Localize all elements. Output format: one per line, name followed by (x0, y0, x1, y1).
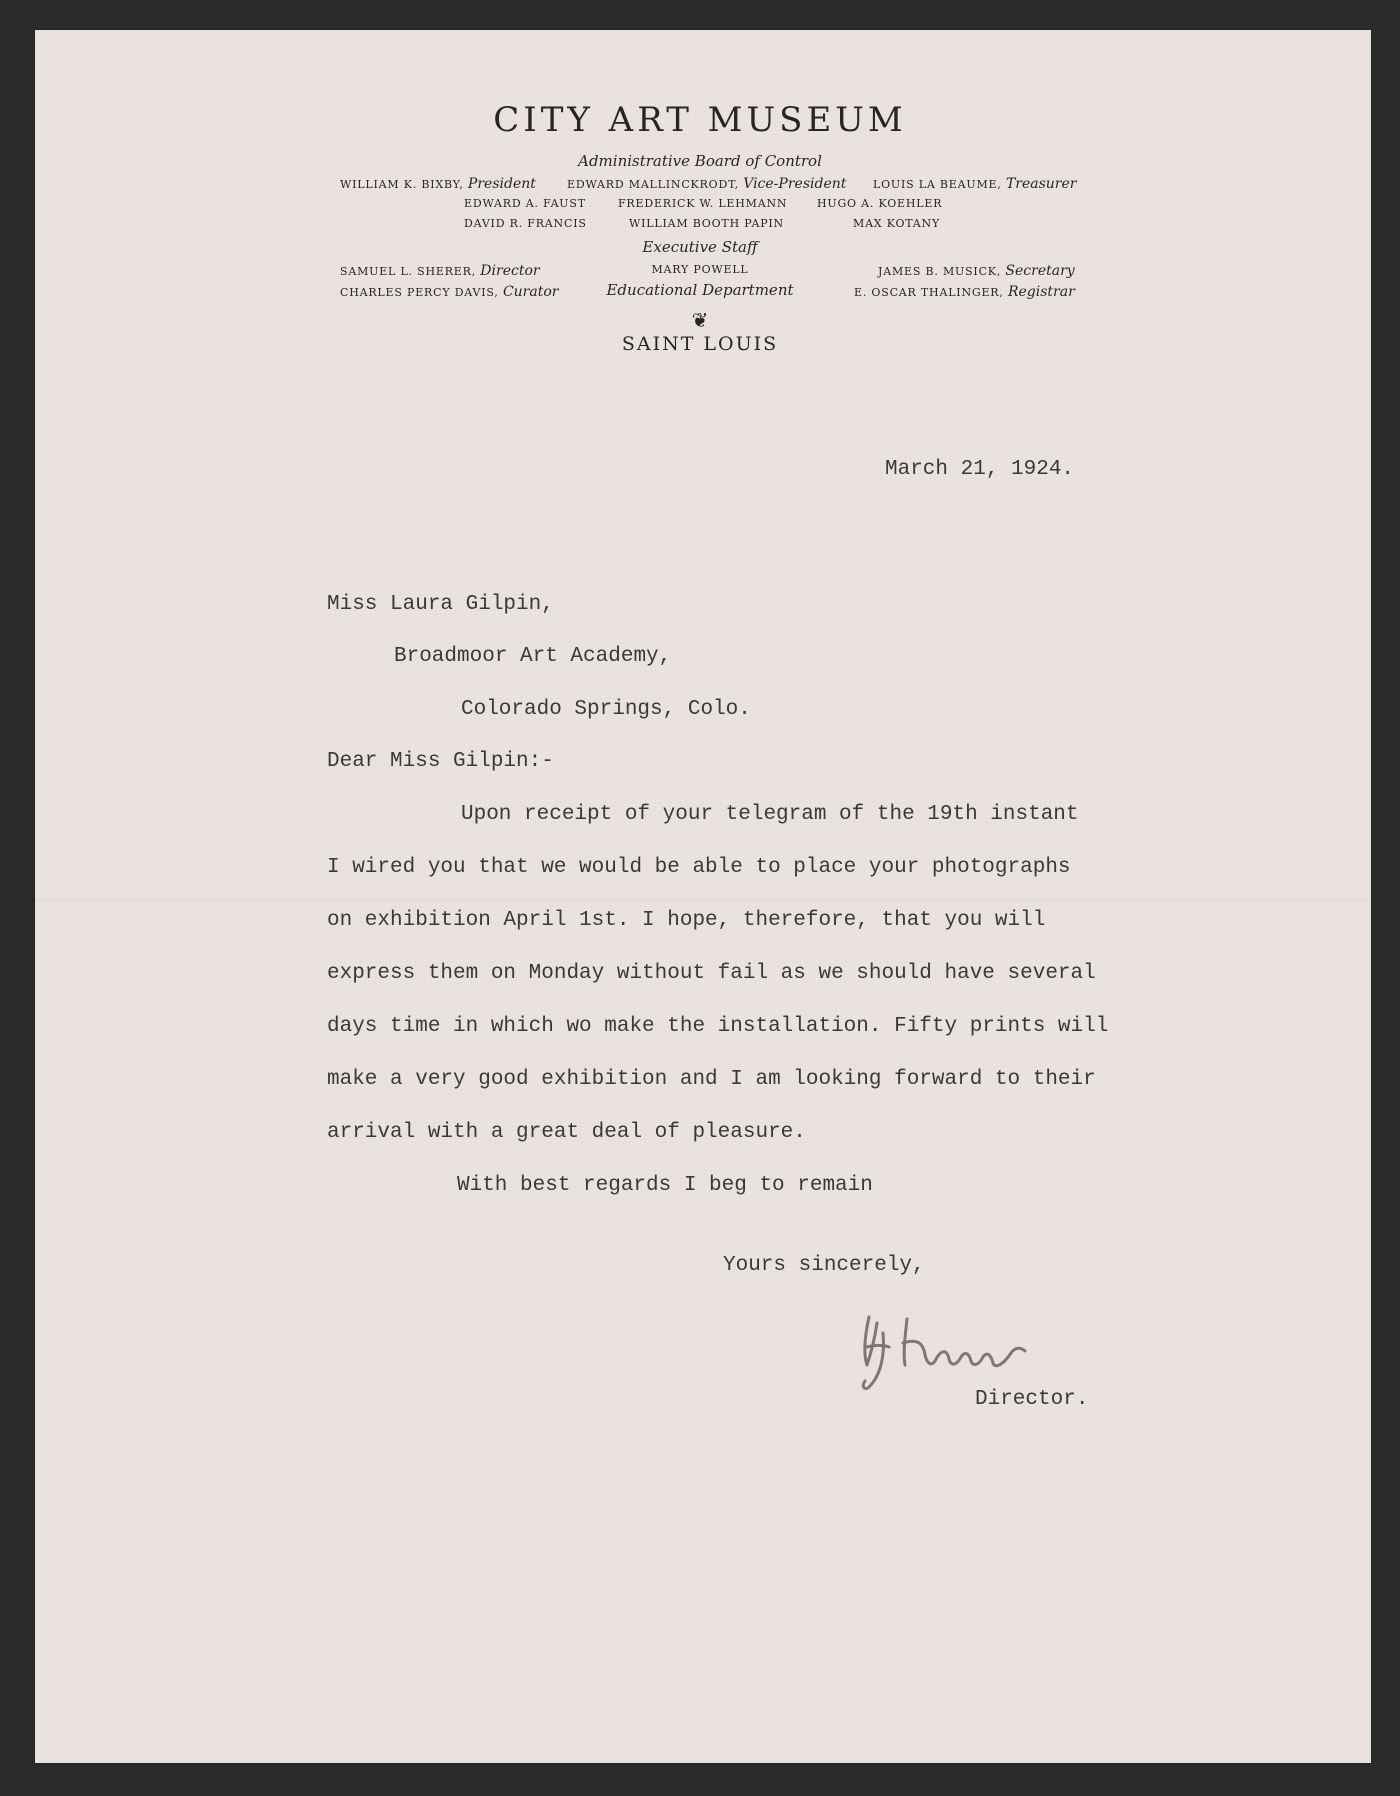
body-line: Upon receipt of your telegram of the 19th instant (461, 803, 1079, 826)
board-treasurer: LOUIS LA BEAUME, Treasurer (873, 176, 1077, 192)
body-line: on exhibition April 1st. I hope, therefore, that you will (327, 909, 1046, 932)
regards-line: With best regards I beg to remain (457, 1174, 873, 1197)
letter-date: March 21, 1924. (885, 458, 1075, 481)
letterhead-title: CITY ART MUSEUM (493, 100, 907, 140)
board-vice-president: EDWARD MALLINCKRODT, Vice-President (567, 176, 847, 192)
staff-educational-role: Educational Department (606, 281, 794, 299)
body-line: I wired you that we would be able to place your photographs (327, 856, 1071, 879)
board-heading: Administrative Board of Control (578, 152, 822, 170)
board-member: DAVID R. FRANCIS (464, 217, 587, 230)
staff-registrar: E. OSCAR THALINGER, Registrar (854, 284, 1075, 300)
staff-curator: CHARLES PERCY DAVIS, Curator (340, 284, 559, 300)
salutation: Dear Miss Gilpin:- (327, 750, 554, 773)
staff-educational-name: MARY POWELL (651, 263, 749, 276)
handwritten-signature (845, 1295, 1045, 1395)
board-president: WILLIAM K. BIXBY, President (340, 176, 536, 192)
body-line: make a very good exhibition and I am looking forward to their (327, 1068, 1096, 1091)
staff-heading: Executive Staff (642, 238, 758, 256)
ornament-icon: ❦ (691, 308, 709, 332)
board-member: FREDERICK W. LEHMANN (618, 197, 788, 210)
board-member: HUGO A. KOEHLER (817, 197, 943, 210)
board-member: EDWARD A. FAUST (464, 197, 586, 210)
board-member: WILLIAM BOOTH PAPIN (629, 217, 784, 230)
letterhead-city: SAINT LOUIS (621, 333, 779, 355)
body-line: express them on Monday without fail as we should have several (327, 962, 1096, 985)
address-line: Colorado Springs, Colo. (461, 698, 751, 721)
closing: Yours sincerely, (723, 1254, 925, 1277)
body-line: arrival with a great deal of pleasure. (327, 1121, 806, 1144)
body-line: days time in which wo make the installation. Fifty prints will (327, 1015, 1109, 1038)
staff-secretary: JAMES B. MUSICK, Secretary (878, 263, 1075, 279)
signer-title: Director. (975, 1388, 1089, 1411)
board-member: MAX KOTANY (853, 217, 941, 230)
address-line: Miss Laura Gilpin, (327, 593, 554, 616)
staff-director: SAMUEL L. SHERER, Director (340, 263, 540, 279)
address-line: Broadmoor Art Academy, (394, 645, 672, 668)
paper-fold-line (35, 900, 1371, 901)
